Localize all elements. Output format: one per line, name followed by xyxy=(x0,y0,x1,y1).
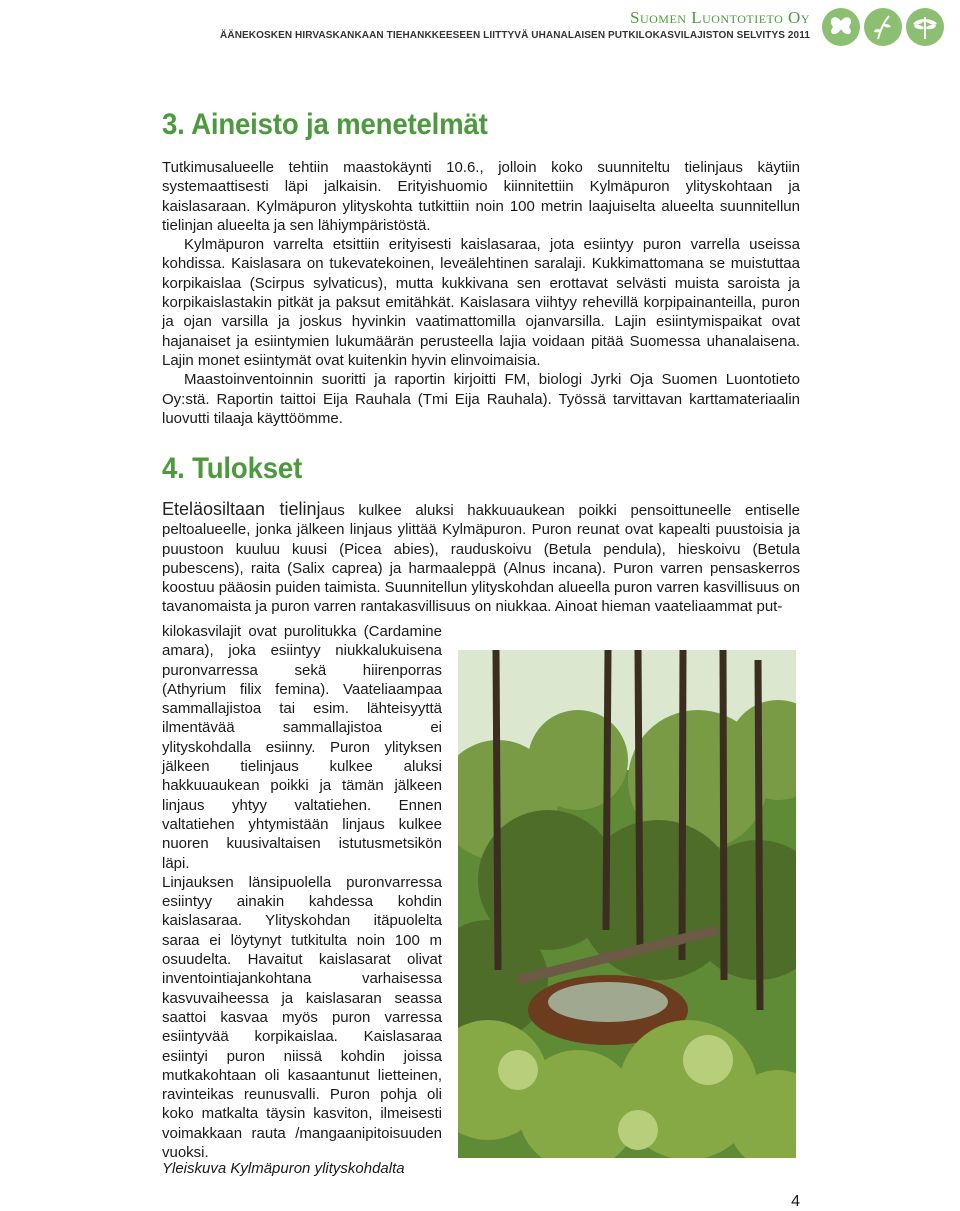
forest-stream-photo xyxy=(458,650,796,1158)
butterfly-icon xyxy=(822,8,860,46)
paragraph xyxy=(162,500,800,617)
section-4-intro xyxy=(162,500,800,617)
section-3 xyxy=(162,108,800,142)
paragraph: Tutkimusalueelle tehtiin maastokäynti 10.6., jolloin koko suunniteltu tielinjaus käytiin systemaattisesti läpi jalkaisin. Erityishuomio kiinnitettiin Kylmäpuron ylityskohtaan ja kaislasaraan. Kylmäpuron ylityskohta tutkittiin noin 100 metrin laajuiselta alueelta suunnitellun tielinjan alueelta ja sen lähiympäristöstä. xyxy=(162,159,800,234)
logo-group xyxy=(822,8,944,46)
lead-in: Eteläosiltaan tielinj xyxy=(162,499,321,519)
paragraph: kilokasvilajit ovat purolitukka (Cardamine amara), joka esiintyy niukkalukuisena puronvarressa sekä hiirenporras (Athyrium filix femina). Vaateliaampaa sammallajistoa tai esim. lähteisyyttä ilmentävää sammallajistoa ei ylityskohdalla esiinny. Puron ylityksen jälkeen tielinjaus kulkee aluksi hakkuuaukean poikki ja tämän jälkeen linjaus yhtyy valtatiehen. Ennen valtatiehen yhtymistään linjaus kulkee nuoren kuusivaltaisen istutusmetsikön läpi. xyxy=(162,623,442,872)
company-name: Suomen Luontotieto Oy xyxy=(630,8,810,27)
section-4 xyxy=(162,452,800,486)
paragraph-text: aus kulkee aluksi hakkuuaukean poikki pensoittuneelle entiselle peltoalueelle, jonka jälkeen linjaus ylittää Kylmäpuron. Puron reunat ovat kapealti puustoisia ja puustoon kuuluu kuusi (Picea abies), rauduskoivu (Betula pendula), hieskoivu (Betula pubescens), raita (Salix caprea) ja harmaaleppä (Alnus incana). Puron varren pensaskerros koostuu pääosin puiden taimista. Suunnitellun ylityskohdan alueella puron varren kasvillisuus on tavanomaista ja puron varren rantakasvillisuus on niukkaa. Ainoat hieman vaateliaammat put- xyxy=(162,502,801,616)
section-4-title: 4. Tulokset xyxy=(162,452,303,485)
dragonfly-icon xyxy=(906,8,944,46)
report-subtitle: ÄÄNEKOSKEN HIRVASKANKAAN TIEHANKKEESEEN LIITTYVÄ UHANALAISEN PUTKILOKASVILAJISTON SELVITYS 2011 xyxy=(220,30,810,41)
photo-caption: Yleiskuva Kylmäpuron ylityskohdalta xyxy=(162,1160,405,1177)
page-header xyxy=(220,8,810,41)
paragraph: Kylmäpuron varrelta etsittiin erityisesti kaislasaraa, jota esiintyy puron varrella useissa kohdissa. Kaislasara on tukevatekoinen, leveälehtinen saralaji. Kukkimattomana se muistuttaa korpikaislaa (Scirpus sylvaticus), mutta kukkivana sen erottavat selvästi muista saroista ja korpikaislastakin pitkät ja paksut emitähkät. Kaislasara viihtyy rehevillä korpipainanteilla, puron ja ojan varsilla ja joskus hyvinkin vaatimattomilla ojanvarsilla. Lajin esiintymispaikat ovat hajanaiset ja esiintymien lukumäärän perusteella lajia voidaan pitää Suomessa uhanalaisena. Lajin monet esiintymät ovat kuitenkin hyvin elinvoimaisia. xyxy=(162,236,800,369)
paragraph: Linjauksen länsipuolella puronvarressa esiintyy ainakin kahdessa kohdin kaislasaraa. Ylityskohdan itäpuolelta saraa ei löytynyt tutkitulta noin 100 m osuudelta. Havaitut kaislasarat olivat inventointiajankohtana varhaisessa kasvuvaiheessa ja kaislasaran seassa saattoi kasvaa myös puron varressa esiintyvää korpikaislaa. Kaislasaraa esiintyi puron niissä kohdin joissa mutkakohtaan oli kasaantunut lietteinen, ravinteikas reunusvalli. Puron pohja oli koko matkalta täysin kasviton, ilmeisesti voimakkaan rauta /mangaanipitoisuuden vuoksi. xyxy=(162,873,442,1162)
section-3-title: 3. Aineisto ja menetelmät xyxy=(162,108,488,141)
page-number: 4 xyxy=(791,1193,800,1210)
plant-icon xyxy=(864,8,902,46)
section-3-body xyxy=(162,158,800,428)
paragraph: Maastoinventoinnin suoritti ja raportin kirjoitti FM, biologi Jyrki Oja Suomen Luontotieto Oy:stä. Raportin taittoi Eija Rauhala (Tmi Eija Rauhala). Työssä tarvittavan karttamateriaalin luovutti tilaaja käyttöömme. xyxy=(162,371,800,427)
text-column xyxy=(162,622,442,1162)
